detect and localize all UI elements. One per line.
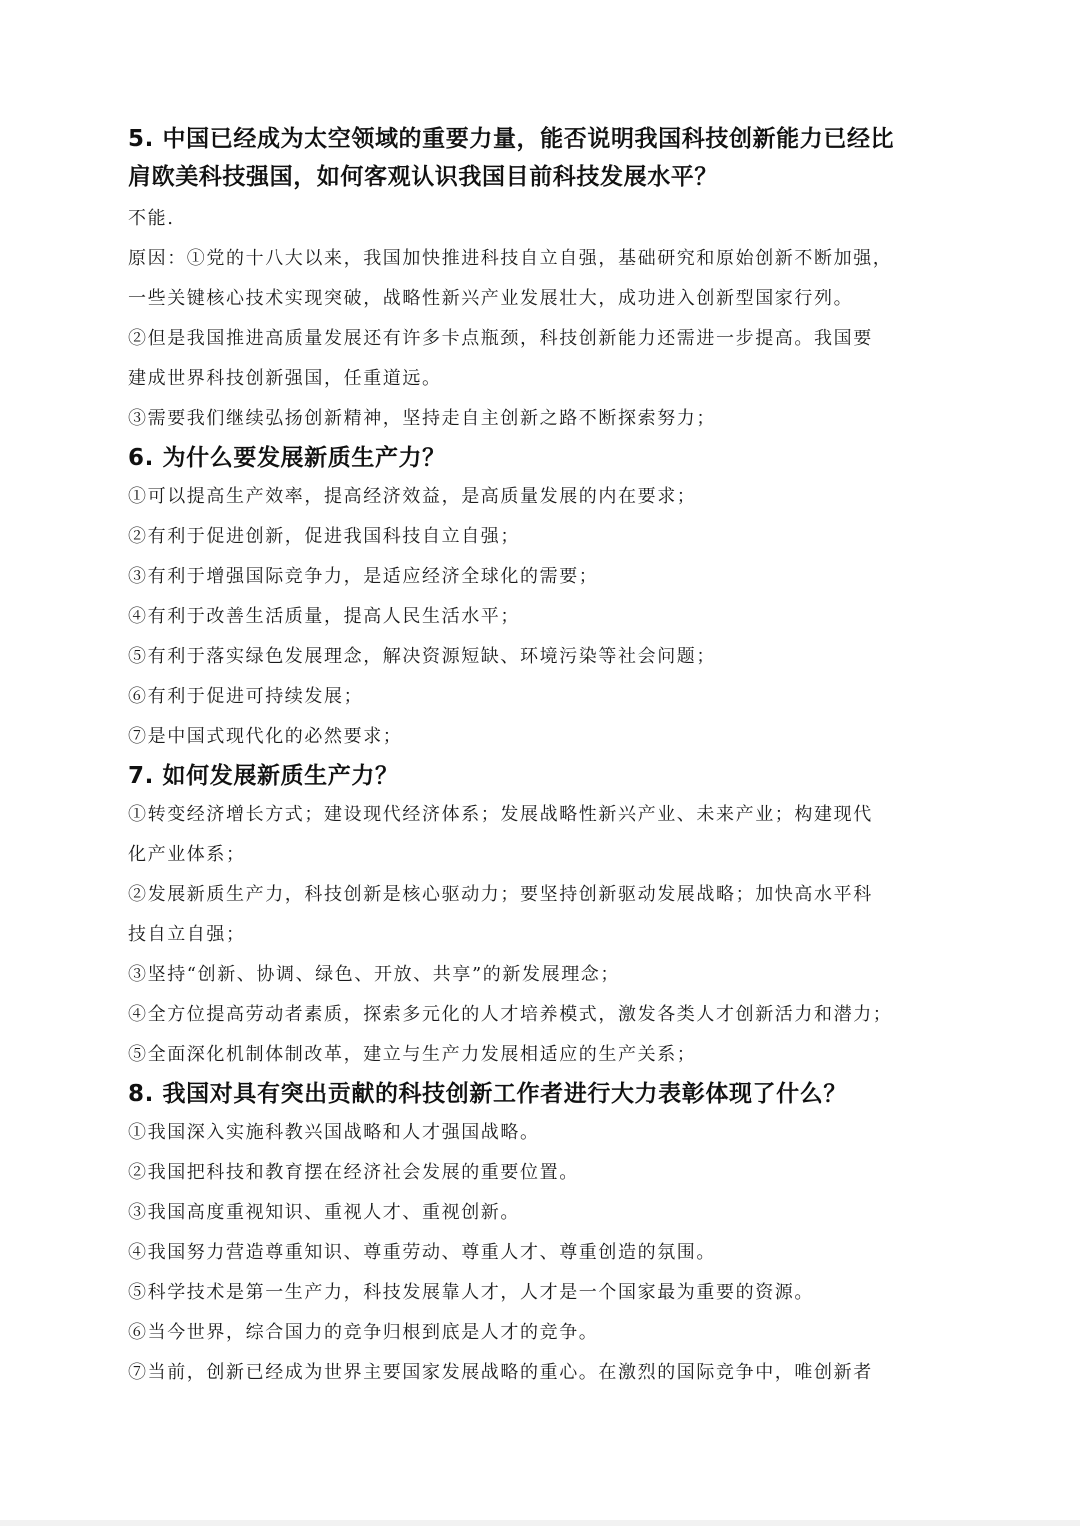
answer-line: ⑦是中国式现代化的必然要求； (128, 726, 403, 747)
page-bottom-edge (0, 1520, 1080, 1526)
answer-line: 化产业体系； (128, 844, 246, 865)
answer-line: ②我国把科技和教育摆在经济社会发展的重要位置。 (128, 1162, 579, 1183)
answer-line: 一些关键核心技术实现突破，战略性新兴产业发展壮大，成功进入创新型国家行列。 (128, 288, 854, 309)
document-body (128, 120, 958, 1393)
answer-line: ②有利于促进创新，促进我国科技自立自强； (128, 526, 520, 547)
answer-line: ⑥当今世界，综合国力的竞争归根到底是人才的竞争。 (128, 1322, 599, 1343)
question-7-title: 7. 如何发展新质生产力？ (128, 763, 399, 789)
answer-line: ①可以提高生产效率，提高经济效益，是高质量发展的内在要求； (128, 486, 697, 507)
answer-line: 原因：①党的十八大以来，我国加快推进科技自立自强，基础研究和原始创新不断加强， (128, 248, 893, 269)
answer-line: 不能. (128, 208, 175, 229)
answer-line: ②发展新质生产力，科技创新是核心驱动力；要坚持创新驱动发展战略；加快高水平科 (128, 884, 873, 905)
answer-line: ③需要我们继续弘扬创新精神，坚持走自主创新之路不断探索努力； (128, 408, 716, 429)
answer-line: ③坚持“创新、协调、绿色、开放、共享”的新发展理念； (128, 964, 621, 985)
answer-line: ④全方位提高劳动者素质，探索多元化的人才培养模式，激发各类人才创新活力和潜力； (128, 1004, 893, 1025)
question-7 (128, 757, 958, 1075)
answer-line: ⑤科学技术是第一生产力，科技发展靠人才，人才是一个国家最为重要的资源。 (128, 1282, 814, 1303)
answer-line: 建成世界科技创新强国，任重道远。 (128, 368, 442, 389)
answer-line: ⑤有利于落实绿色发展理念，解决资源短缺、环境污染等社会问题； (128, 646, 716, 667)
answer-line: ⑤全面深化机制体制改革，建立与生产力发展相适应的生产关系； (128, 1044, 697, 1065)
answer-line: ④有利于改善生活质量，提高人民生活水平； (128, 606, 520, 627)
question-5-title-line-1: 5. 中国已经成为太空领域的重要力量，能否说明我国科技创新能力已经比 (128, 126, 895, 152)
question-8 (128, 1075, 958, 1393)
answer-line: ⑦当前，创新已经成为世界主要国家发展战略的重心。在激烈的国际竞争中，唯创新者 (128, 1362, 873, 1383)
question-8-title: 8. 我国对具有突出贡献的科技创新工作者进行大力表彰体现了什么？ (128, 1081, 847, 1107)
question-6 (128, 439, 958, 757)
answer-line: ②但是我国推进高质量发展还有许多卡点瓶颈，科技创新能力还需进一步提高。我国要 (128, 328, 873, 349)
answer-line: ⑥有利于促进可持续发展； (128, 686, 364, 707)
answer-line: ①转变经济增长方式；建设现代经济体系；发展战略性新兴产业、未来产业；构建现代 (128, 804, 873, 825)
answer-line: 技自立自强； (128, 924, 246, 945)
question-5-title-line-2: 肩欧美科技强国，如何客观认识我国目前科技发展水平？ (128, 164, 718, 190)
question-5 (128, 120, 958, 439)
answer-line: ③我国高度重视知识、重视人才、重视创新。 (128, 1202, 520, 1223)
answer-line: ①我国深入实施科教兴国战略和人才强国战略。 (128, 1122, 540, 1143)
question-6-title: 6. 为什么要发展新质生产力？ (128, 445, 446, 471)
answer-line: ③有利于增强国际竞争力，是适应经济全球化的需要； (128, 566, 599, 587)
answer-line: ④我国努力营造尊重知识、尊重劳动、尊重人才、尊重创造的氛围。 (128, 1242, 716, 1263)
